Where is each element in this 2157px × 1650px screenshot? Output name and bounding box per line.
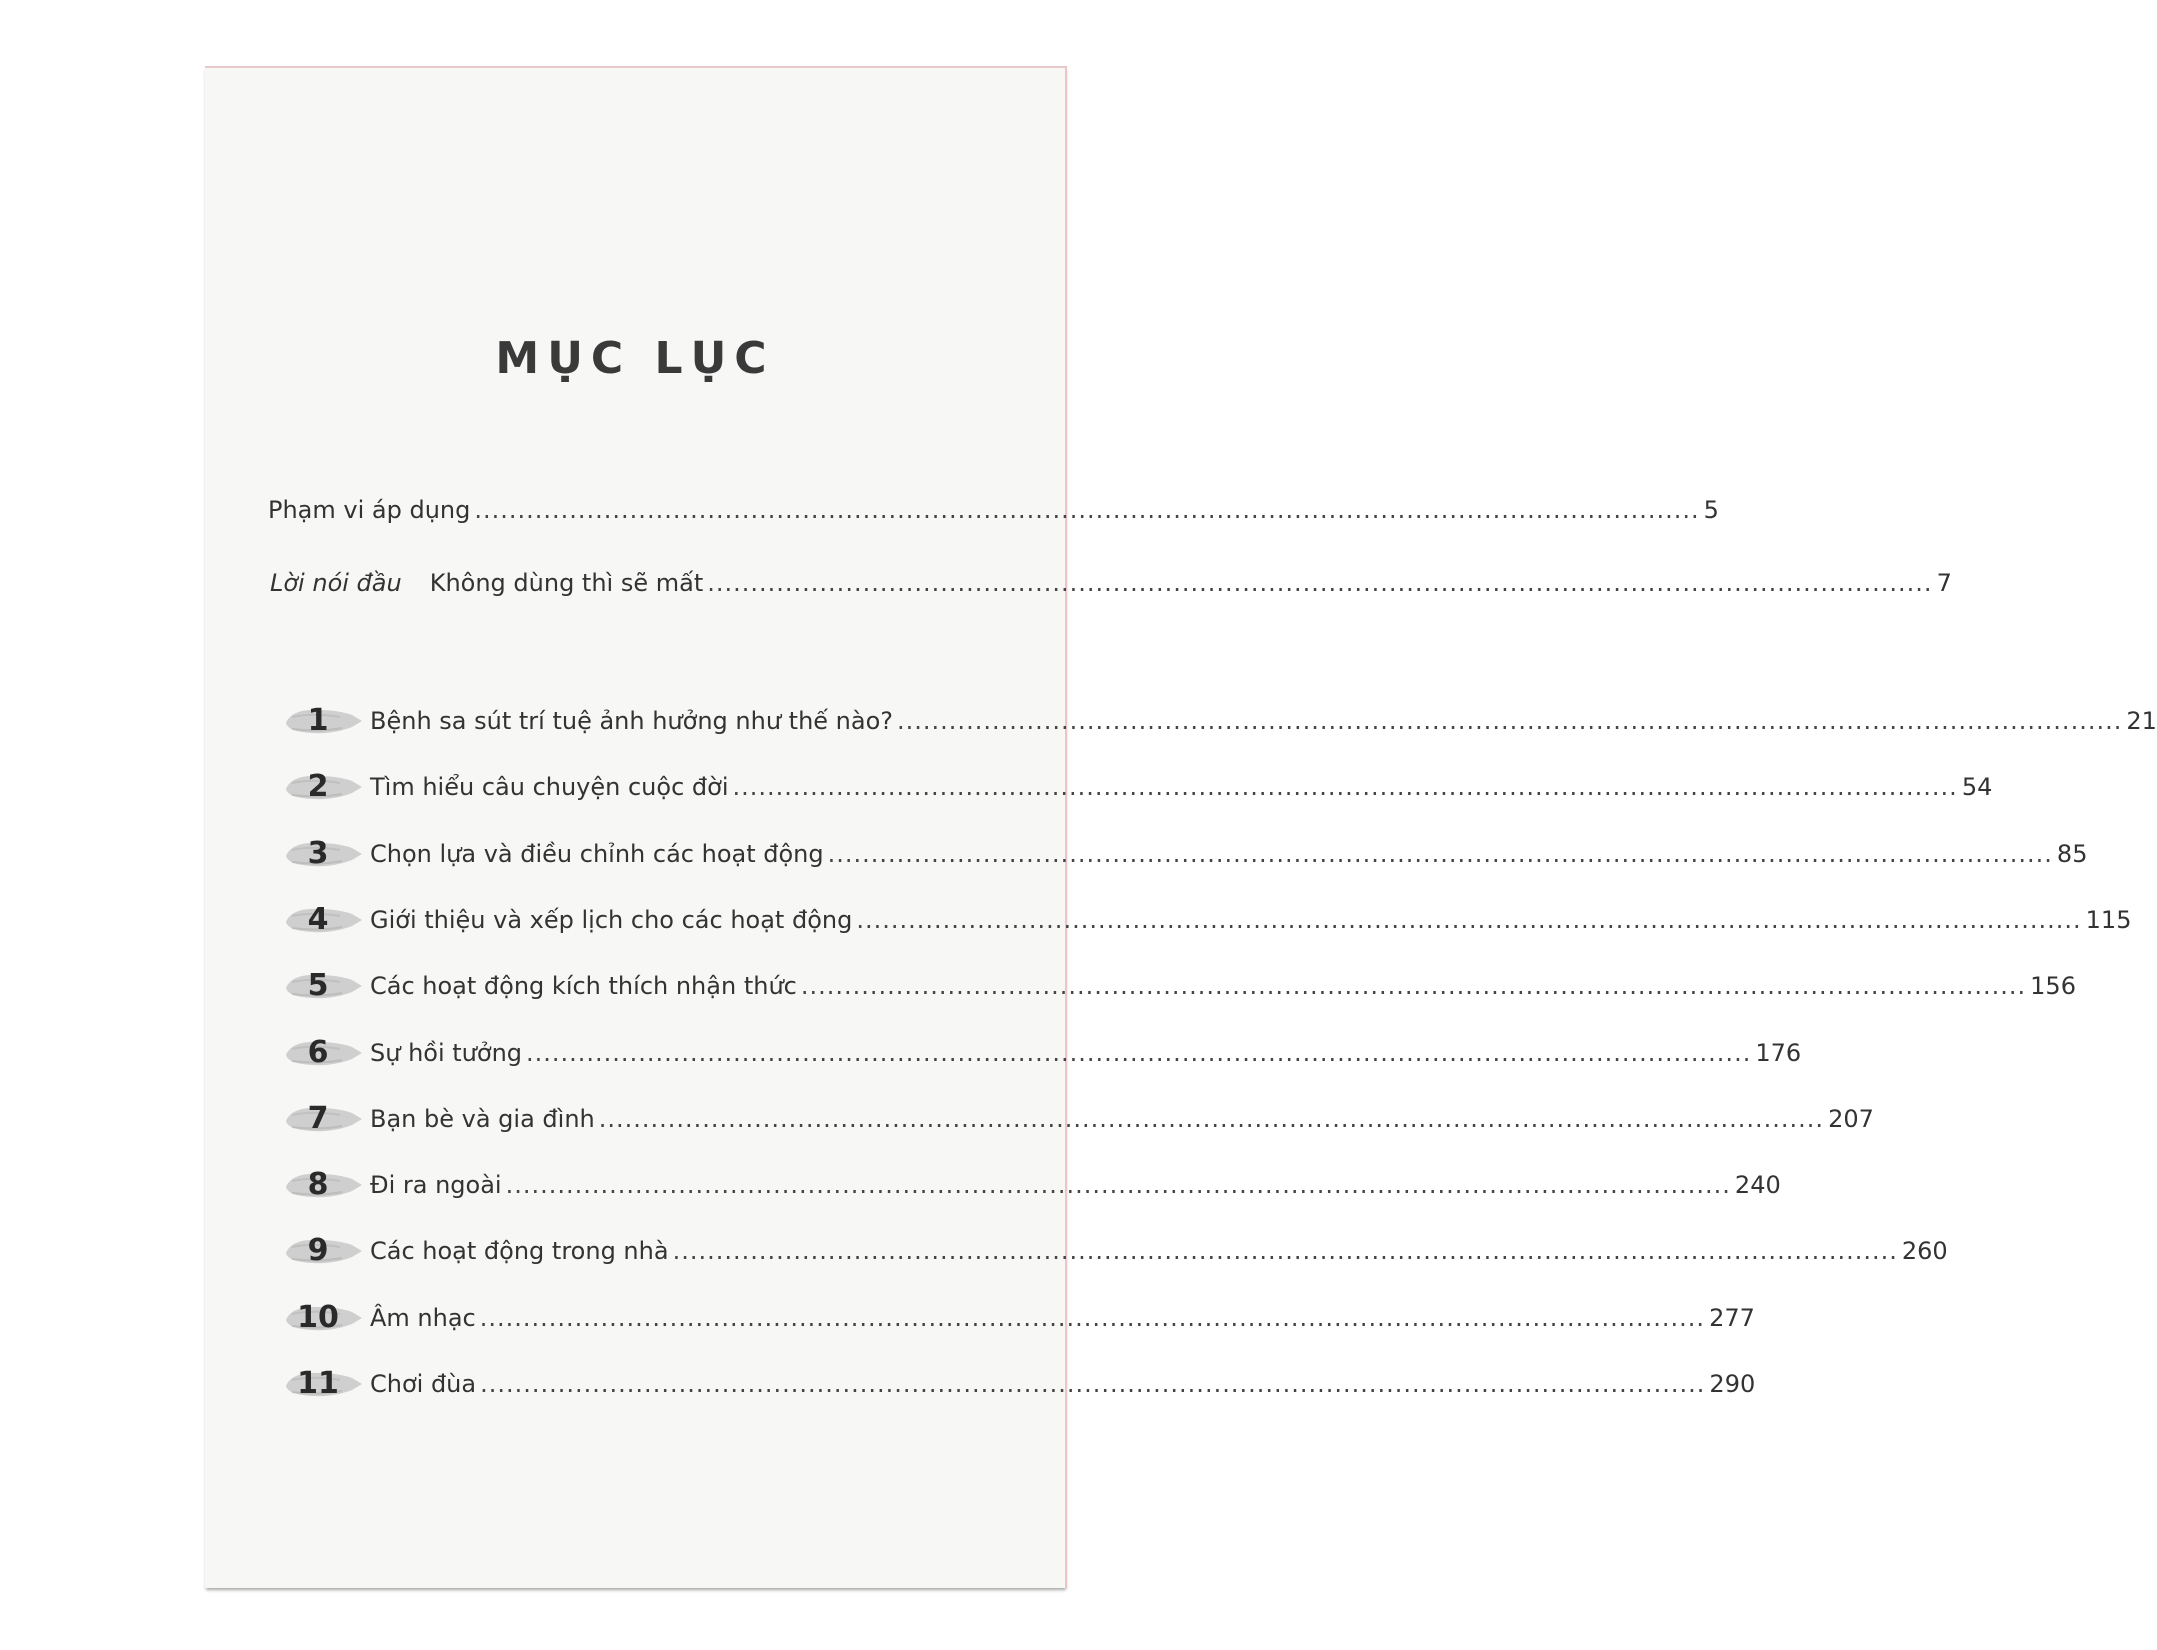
dot-leader (526, 1039, 1751, 1067)
chapter-number: 10 (297, 1299, 339, 1335)
chapter-number: 9 (307, 1233, 329, 1269)
chapter-number-badge (282, 1099, 364, 1139)
toc-entry (370, 1304, 1755, 1332)
toc-page-number: 115 (2085, 905, 2132, 934)
chapter-row (282, 699, 2157, 743)
toc-entry-text: Âm nhạc (370, 1303, 476, 1332)
toc-entry-label: Lời nói đầu (270, 569, 402, 597)
dot-leader (506, 1171, 1731, 1199)
chapter-number-badge (282, 701, 364, 741)
toc-entry (370, 1105, 1874, 1133)
dot-leader (480, 1370, 1705, 1398)
chapter-number-badge (282, 1231, 364, 1271)
dot-leader (707, 569, 1932, 597)
toc-page-number: 176 (1755, 1038, 1802, 1067)
chapter-number: 2 (307, 769, 329, 805)
toc-page-number: 54 (1961, 773, 1993, 802)
chapter-row (282, 1229, 1948, 1273)
toc-entry-text: Chơi đùa (370, 1370, 477, 1398)
chapter-row (282, 765, 1993, 809)
chapter-number-badge (282, 834, 364, 874)
toc-entry (370, 1039, 1801, 1067)
chapter-row (282, 1097, 1874, 1141)
book-page (205, 66, 2157, 1588)
toc-page-number: 156 (2030, 972, 2076, 1001)
toc-page-number: 240 (1734, 1171, 1781, 1200)
dot-leader (673, 1237, 1898, 1265)
toc-page-number: 260 (1901, 1237, 1948, 1266)
dot-leader (897, 707, 2122, 735)
toc-entry-text: Bệnh sa sút trí tuệ ảnh hưởng như thế nào? (370, 707, 894, 735)
toc-entry-text: Bạn bè và gia đình (370, 1104, 595, 1133)
dot-leader (474, 496, 1699, 524)
toc-page-number: 21 (2126, 707, 2157, 735)
chapter-number-badge (282, 1165, 364, 1205)
chapter-number: 8 (307, 1167, 329, 1203)
toc-page-number: 207 (1828, 1104, 1874, 1133)
toc-entry (370, 773, 1992, 801)
dot-leader (856, 906, 2081, 934)
toc-entry (370, 840, 2087, 868)
page-title: MỤC LỤC (495, 333, 775, 384)
chapter-row (282, 1163, 1781, 1207)
chapter-number: 5 (307, 968, 329, 1004)
toc-page-number: 5 (1703, 496, 1719, 524)
chapter-row (282, 1031, 1802, 1075)
toc-entry-preface (270, 569, 1952, 597)
toc-entry-text: Chọn lựa và điều chỉnh các hoạt động (370, 839, 824, 868)
chapter-number-badge (282, 1364, 364, 1404)
toc-entry-text: Sự hồi tưởng (370, 1038, 523, 1067)
toc-page-number: 7 (1936, 569, 1952, 597)
chapter-row (282, 1362, 1756, 1406)
toc-entry (370, 1237, 1948, 1265)
toc-entry (370, 1171, 1781, 1199)
toc-page-number: 277 (1709, 1303, 1755, 1332)
toc-entry (370, 972, 2076, 1000)
chapter-number: 7 (307, 1100, 329, 1136)
chapter-number-badge (282, 900, 364, 940)
chapter-row (282, 964, 2076, 1008)
chapter-row (282, 832, 2088, 876)
toc-entry (370, 707, 2157, 735)
dot-leader (801, 972, 2026, 1000)
toc-entry-text: Giới thiệu và xếp lịch cho các hoạt động (370, 905, 853, 934)
chapter-number-badge (282, 767, 364, 807)
chapter-number: 6 (307, 1034, 329, 1070)
toc-entry-text: Không dùng thì sẽ mất (429, 569, 704, 597)
chapter-number: 1 (307, 703, 329, 738)
chapter-number: 4 (307, 901, 329, 937)
toc-entry-text: Đi ra ngoài (370, 1171, 502, 1200)
toc-page-number: 85 (2056, 839, 2088, 868)
chapter-number-badge (282, 966, 364, 1006)
dot-leader (733, 773, 1958, 801)
chapter-number-badge (282, 1298, 364, 1338)
dot-leader (828, 840, 2053, 868)
toc-entry-text: Các hoạt động trong nhà (370, 1237, 669, 1266)
toc-page-number: 290 (1709, 1370, 1756, 1398)
toc-entry (370, 906, 2131, 934)
chapter-number: 11 (297, 1366, 339, 1401)
toc-entry-text: Tìm hiểu câu chuyện cuộc đời (370, 773, 729, 802)
chapter-row (282, 898, 2132, 942)
chapter-number: 3 (307, 835, 329, 871)
chapter-row (282, 1296, 1755, 1340)
toc-entry (370, 1370, 1755, 1398)
dot-leader (480, 1304, 1705, 1332)
toc-entry-text: Các hoạt động kích thích nhận thức (370, 972, 797, 1001)
dot-leader (599, 1105, 1824, 1133)
toc-entry-scope (268, 496, 1719, 524)
chapter-number-badge (282, 1033, 364, 1073)
toc-entry-text: Phạm vi áp dụng (268, 496, 471, 524)
